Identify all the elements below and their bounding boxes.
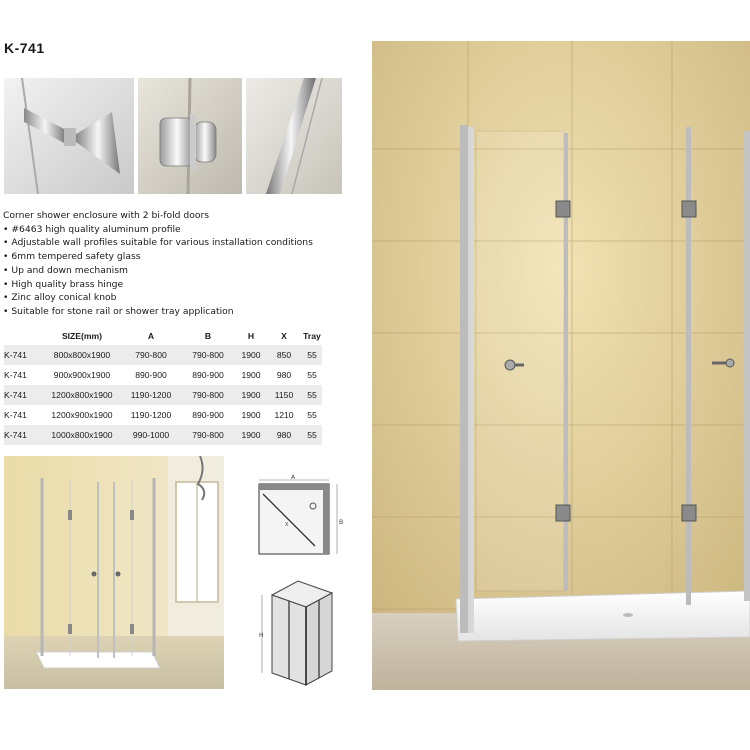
spec-table <box>4 327 322 445</box>
cell-a: 1190-1200 <box>122 385 180 405</box>
header-size: SIZE(mm) <box>61 331 103 341</box>
table-row <box>4 345 322 365</box>
cell-size: 1200x800x1900 <box>42 385 122 405</box>
shower-enclosure-photo-icon <box>372 41 750 690</box>
feature-item: • 6mm tempered safety glass <box>3 251 141 263</box>
feature-item: • Up and down mechanism <box>3 264 128 276</box>
room-photo-small <box>4 456 224 689</box>
cell-x: 1210 <box>274 410 294 420</box>
cell-h: 1900 <box>236 345 266 365</box>
description-heading: Corner shower enclosure with 2 bi-fold doors <box>3 210 210 221</box>
header-tray: Tray <box>303 331 321 341</box>
plan-view-icon <box>253 474 349 562</box>
cell-b: 790-800 <box>180 385 236 405</box>
isometric-view-icon <box>258 573 336 691</box>
cell-model: K-741 <box>4 425 42 445</box>
feature-item: • #6463 high quality aluminum profile <box>3 223 181 235</box>
thumbnail-hinge <box>138 78 242 194</box>
thumbnail-knob <box>4 78 134 194</box>
shower-room-icon <box>4 456 224 689</box>
cell-b: 790-800 <box>180 345 236 365</box>
cell-x: 850 <box>266 345 302 365</box>
elevation-diagram <box>258 573 336 691</box>
header-model <box>4 327 42 345</box>
table-row <box>4 425 322 445</box>
cell-model: K-741 <box>4 345 42 365</box>
cell-tray: 55 <box>302 345 322 365</box>
room-photo-large <box>372 41 750 690</box>
cell-size: 800x800x1900 <box>42 345 122 365</box>
cell-a: 890-900 <box>135 370 167 380</box>
cell-h: 1900 <box>236 385 266 405</box>
table-header-row <box>4 327 322 345</box>
cell-model: K-741 <box>4 385 42 405</box>
cell-h: 1900 <box>241 410 261 420</box>
header-x: X <box>281 331 287 341</box>
table-row <box>4 365 322 385</box>
dimension-h-label: H <box>259 632 264 639</box>
header-h: H <box>247 331 255 341</box>
cell-tray: 55 <box>307 370 317 380</box>
thumbnail-profile <box>246 78 342 194</box>
cell-h: 1900 <box>236 425 266 445</box>
cell-b: 790-800 <box>180 425 236 445</box>
feature-item: • High quality brass hinge <box>3 278 124 290</box>
feature-item: • Adjustable wall profiles suitable for various installation conditions <box>3 237 313 249</box>
dimension-x-label: X <box>285 522 289 528</box>
cell-tray: 55 <box>307 410 317 420</box>
cell-a: 990-1000 <box>122 425 180 445</box>
header-b: B <box>204 331 212 341</box>
cell-x: 1150 <box>266 385 302 405</box>
profile-rail-icon <box>246 78 342 194</box>
header-a: A <box>147 331 155 341</box>
cell-a: 790-800 <box>122 345 180 365</box>
cell-model: K-741 <box>4 410 27 420</box>
cell-b: 890-900 <box>192 370 224 380</box>
cell-model: K-741 <box>4 370 27 380</box>
dimension-a-label: A <box>290 474 296 481</box>
product-title: K-741 <box>4 40 45 56</box>
table-row <box>4 405 322 425</box>
cell-a: 1190-1200 <box>130 410 172 420</box>
cell-tray: 55 <box>302 385 322 405</box>
feature-item: • Suitable for stone rail or shower tray application <box>3 305 234 317</box>
cell-size: 1200x900x1900 <box>51 410 113 420</box>
hinge-icon <box>138 78 242 194</box>
cell-x: 980 <box>276 370 292 380</box>
table-row <box>4 385 322 405</box>
product-description <box>3 209 363 319</box>
cell-h: 1900 <box>241 370 261 380</box>
plan-diagram <box>253 474 349 562</box>
cell-b: 890-900 <box>192 410 224 420</box>
dimension-b-label: B <box>339 519 344 526</box>
feature-item: • Zinc alloy conical knob <box>3 292 117 304</box>
conical-knob-icon <box>4 78 134 194</box>
cell-size: 900x900x1900 <box>53 370 111 380</box>
cell-tray: 55 <box>302 425 322 445</box>
cell-size: 1000x800x1900 <box>42 425 122 445</box>
cell-x: 980 <box>266 425 302 445</box>
